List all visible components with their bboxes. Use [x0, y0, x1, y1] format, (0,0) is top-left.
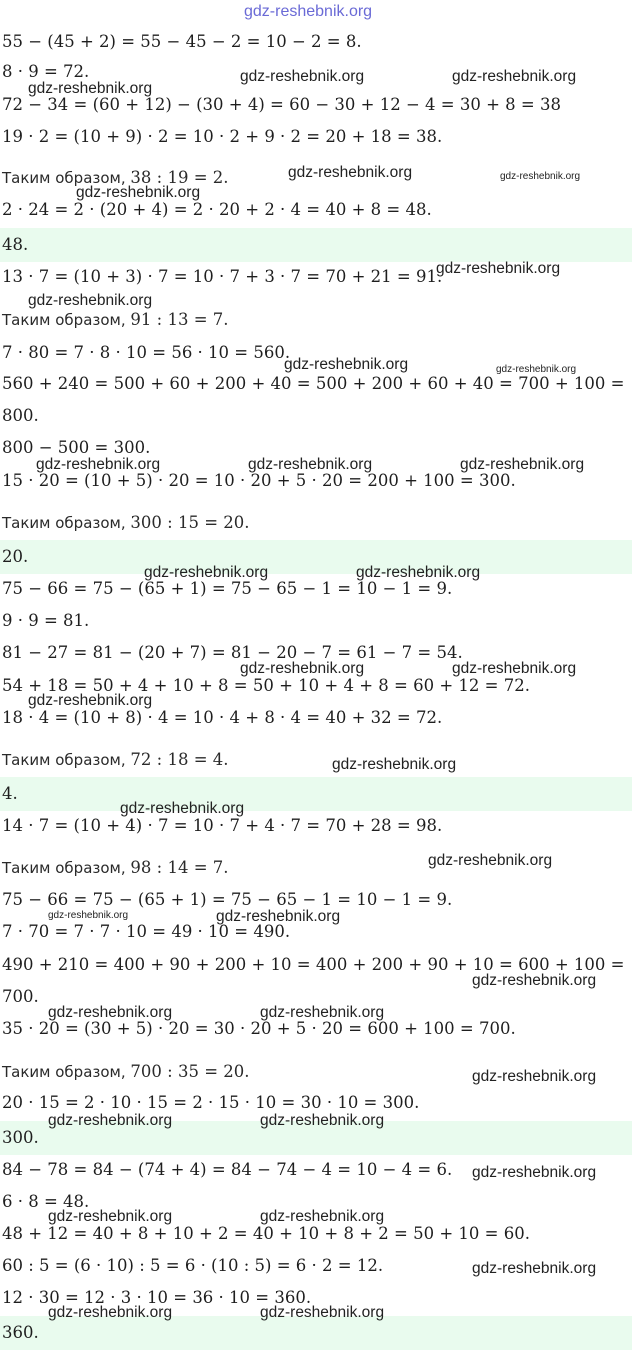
watermark-text: gdz-reshebnik.org	[472, 1260, 597, 1277]
math-line: 800.	[2, 406, 39, 425]
math-line: 48 + 12 = 40 + 8 + 10 + 2 = 40 + 10 + 8 + 2 = 50 + 10 = 60.	[2, 1224, 530, 1243]
math-line: 12 · 30 = 12 · 3 · 10 = 36 · 10 = 360.	[2, 1288, 312, 1307]
math-line: 84 − 78 = 84 − (74 + 4) = 84 − 74 − 4 = 10 − 4 = 6.	[2, 1160, 453, 1179]
watermark-text: gdz-reshebnik.org	[500, 171, 581, 182]
watermark-text: gdz-reshebnik.org	[260, 1004, 385, 1021]
conclusion-math: 300 : 15 = 20.	[130, 513, 250, 532]
math-line: 14 · 7 = (10 + 4) · 7 = 10 · 7 + 4 · 7 = 70 + 28 = 98.	[2, 816, 443, 835]
conclusion-line	[2, 309, 632, 331]
watermark-text: gdz-reshebnik.org	[460, 456, 585, 473]
watermark-text: gdz-reshebnik.org	[436, 260, 561, 277]
watermark-text: gdz-reshebnik.org	[36, 456, 161, 473]
math-line: 13 · 7 = (10 + 3) · 7 = 10 · 7 + 3 · 7 = 70 + 21 = 91.	[2, 267, 443, 286]
watermark-text: gdz-reshebnik.org	[48, 1004, 173, 1021]
math-line: 7 · 80 = 7 · 8 · 10 = 56 · 10 = 560.	[2, 343, 291, 362]
watermark-text: gdz-reshebnik.org	[240, 660, 365, 677]
watermark-text: gdz-reshebnik.org	[216, 908, 341, 925]
answer-line: 48.	[0, 228, 632, 262]
answer-line: 4.	[0, 777, 632, 811]
watermark-text: gdz-reshebnik.org	[48, 1112, 173, 1129]
conclusion-math: 700 : 35 = 20.	[130, 1062, 250, 1081]
watermark-text: gdz-reshebnik.org	[428, 852, 553, 869]
math-line: 800 − 500 = 300.	[2, 438, 151, 457]
watermark-text: gdz-reshebnik.org	[144, 564, 269, 581]
conclusion-prefix: Таким образом,	[2, 859, 126, 877]
math-line: 19 · 2 = (10 + 9) · 2 = 10 · 2 + 9 · 2 = 20 + 18 = 38.	[2, 127, 443, 146]
watermark-text: gdz-reshebnik.org	[260, 1112, 385, 1129]
answer-line: 20.	[0, 540, 632, 574]
conclusion-prefix: Таким образом,	[2, 311, 126, 329]
conclusion-prefix: Таким образом,	[2, 751, 126, 769]
watermark-text: gdz-reshebnik.org	[48, 910, 129, 921]
watermark-text: gdz-reshebnik.org	[240, 68, 365, 85]
watermark-text: gdz-reshebnik.org	[28, 292, 153, 309]
watermark-text: gdz-reshebnik.org	[284, 356, 409, 373]
conclusion-line	[2, 749, 632, 771]
conclusion-math: 38 : 19 = 2.	[130, 168, 229, 187]
math-line: 8 · 9 = 72.	[2, 62, 90, 81]
watermark-text: gdz-reshebnik.org	[28, 80, 153, 97]
conclusion-math: 91 : 13 = 7.	[130, 310, 229, 329]
math-line: 9 · 9 = 81.	[2, 611, 90, 630]
watermark-text: gdz-reshebnik.org	[48, 1208, 173, 1225]
math-line: 490 + 210 = 400 + 90 + 200 + 10 = 400 + 200 + 90 + 10 = 600 + 100 =	[2, 955, 625, 974]
conclusion-prefix: Таким образом,	[2, 169, 126, 187]
watermark-text: gdz-reshebnik.org	[472, 1164, 597, 1181]
math-line: 72 − 34 = (60 + 12) − (30 + 4) = 60 − 30 + 12 − 4 = 30 + 8 = 38	[2, 95, 561, 114]
watermark-text: gdz-reshebnik.org	[48, 1304, 173, 1321]
watermark-text: gdz-reshebnik.org	[248, 456, 373, 473]
math-line: 60 : 5 = (6 · 10) : 5 = 6 · (10 : 5) = 6 · 2 = 12.	[2, 1256, 384, 1275]
math-line: 7 · 70 = 7 · 7 · 10 = 49 · 10 = 490.	[2, 922, 291, 941]
watermark-text: gdz-reshebnik.org	[452, 68, 577, 85]
watermark-text: gdz-reshebnik.org	[356, 564, 481, 581]
conclusion-math: 72 : 18 = 4.	[130, 750, 229, 769]
watermark-text: gdz-reshebnik.org	[260, 1304, 385, 1321]
math-line: 35 · 20 = (30 + 5) · 20 = 30 · 20 + 5 · 20 = 600 + 100 = 700.	[2, 1019, 516, 1038]
page-header-watermark: gdz-reshebnik.org	[244, 3, 373, 20]
math-line: 55 − (45 + 2) = 55 − 45 − 2 = 10 − 2 = 8.	[2, 32, 362, 51]
watermark-text: gdz-reshebnik.org	[288, 164, 413, 181]
math-line: 75 − 66 = 75 − (65 + 1) = 75 − 65 − 1 = 10 − 1 = 9.	[2, 579, 453, 598]
conclusion-line	[2, 512, 632, 534]
math-line: 15 · 20 = (10 + 5) · 20 = 10 · 20 + 5 · 20 = 200 + 100 = 300.	[2, 471, 516, 490]
watermark-text: gdz-reshebnik.org	[452, 660, 577, 677]
math-line: 2 · 24 = 2 · (20 + 4) = 2 · 20 + 2 · 4 = 40 + 8 = 48.	[2, 200, 432, 219]
watermark-text: gdz-reshebnik.org	[472, 972, 597, 989]
math-line: 700.	[2, 987, 39, 1006]
answer-line: 300.	[0, 1121, 632, 1155]
watermark-text: gdz-reshebnik.org	[260, 1208, 385, 1225]
answer-line: 360.	[0, 1316, 632, 1350]
math-line: 54 + 18 = 50 + 4 + 10 + 8 = 50 + 10 + 4 + 8 = 60 + 12 = 72.	[2, 676, 530, 695]
math-line: 20 · 15 = 2 · 10 · 15 = 2 · 15 · 10 = 30 · 10 = 300.	[2, 1093, 420, 1112]
watermark-text: gdz-reshebnik.org	[28, 692, 153, 709]
math-line: 81 − 27 = 81 − (20 + 7) = 81 − 20 − 7 = 61 − 7 = 54.	[2, 643, 463, 662]
conclusion-prefix: Таким образом,	[2, 514, 126, 532]
watermark-text: gdz-reshebnik.org	[472, 1068, 597, 1085]
watermark-text: gdz-reshebnik.org	[332, 756, 457, 773]
math-line: 75 − 66 = 75 − (65 + 1) = 75 − 65 − 1 = 10 − 1 = 9.	[2, 890, 453, 909]
math-line: 560 + 240 = 500 + 60 + 200 + 40 = 500 + 200 + 60 + 40 = 700 + 100 =	[2, 374, 625, 393]
conclusion-math: 98 : 14 = 7.	[130, 858, 229, 877]
conclusion-prefix: Таким образом,	[2, 1063, 126, 1081]
math-line: 18 · 4 = (10 + 8) · 4 = 10 · 4 + 8 · 4 = 40 + 32 = 72.	[2, 708, 443, 727]
watermark-text: gdz-reshebnik.org	[120, 800, 245, 817]
math-line: 6 · 8 = 48.	[2, 1192, 90, 1211]
watermark-text: gdz-reshebnik.org	[76, 184, 201, 201]
watermark-text: gdz-reshebnik.org	[496, 364, 577, 375]
